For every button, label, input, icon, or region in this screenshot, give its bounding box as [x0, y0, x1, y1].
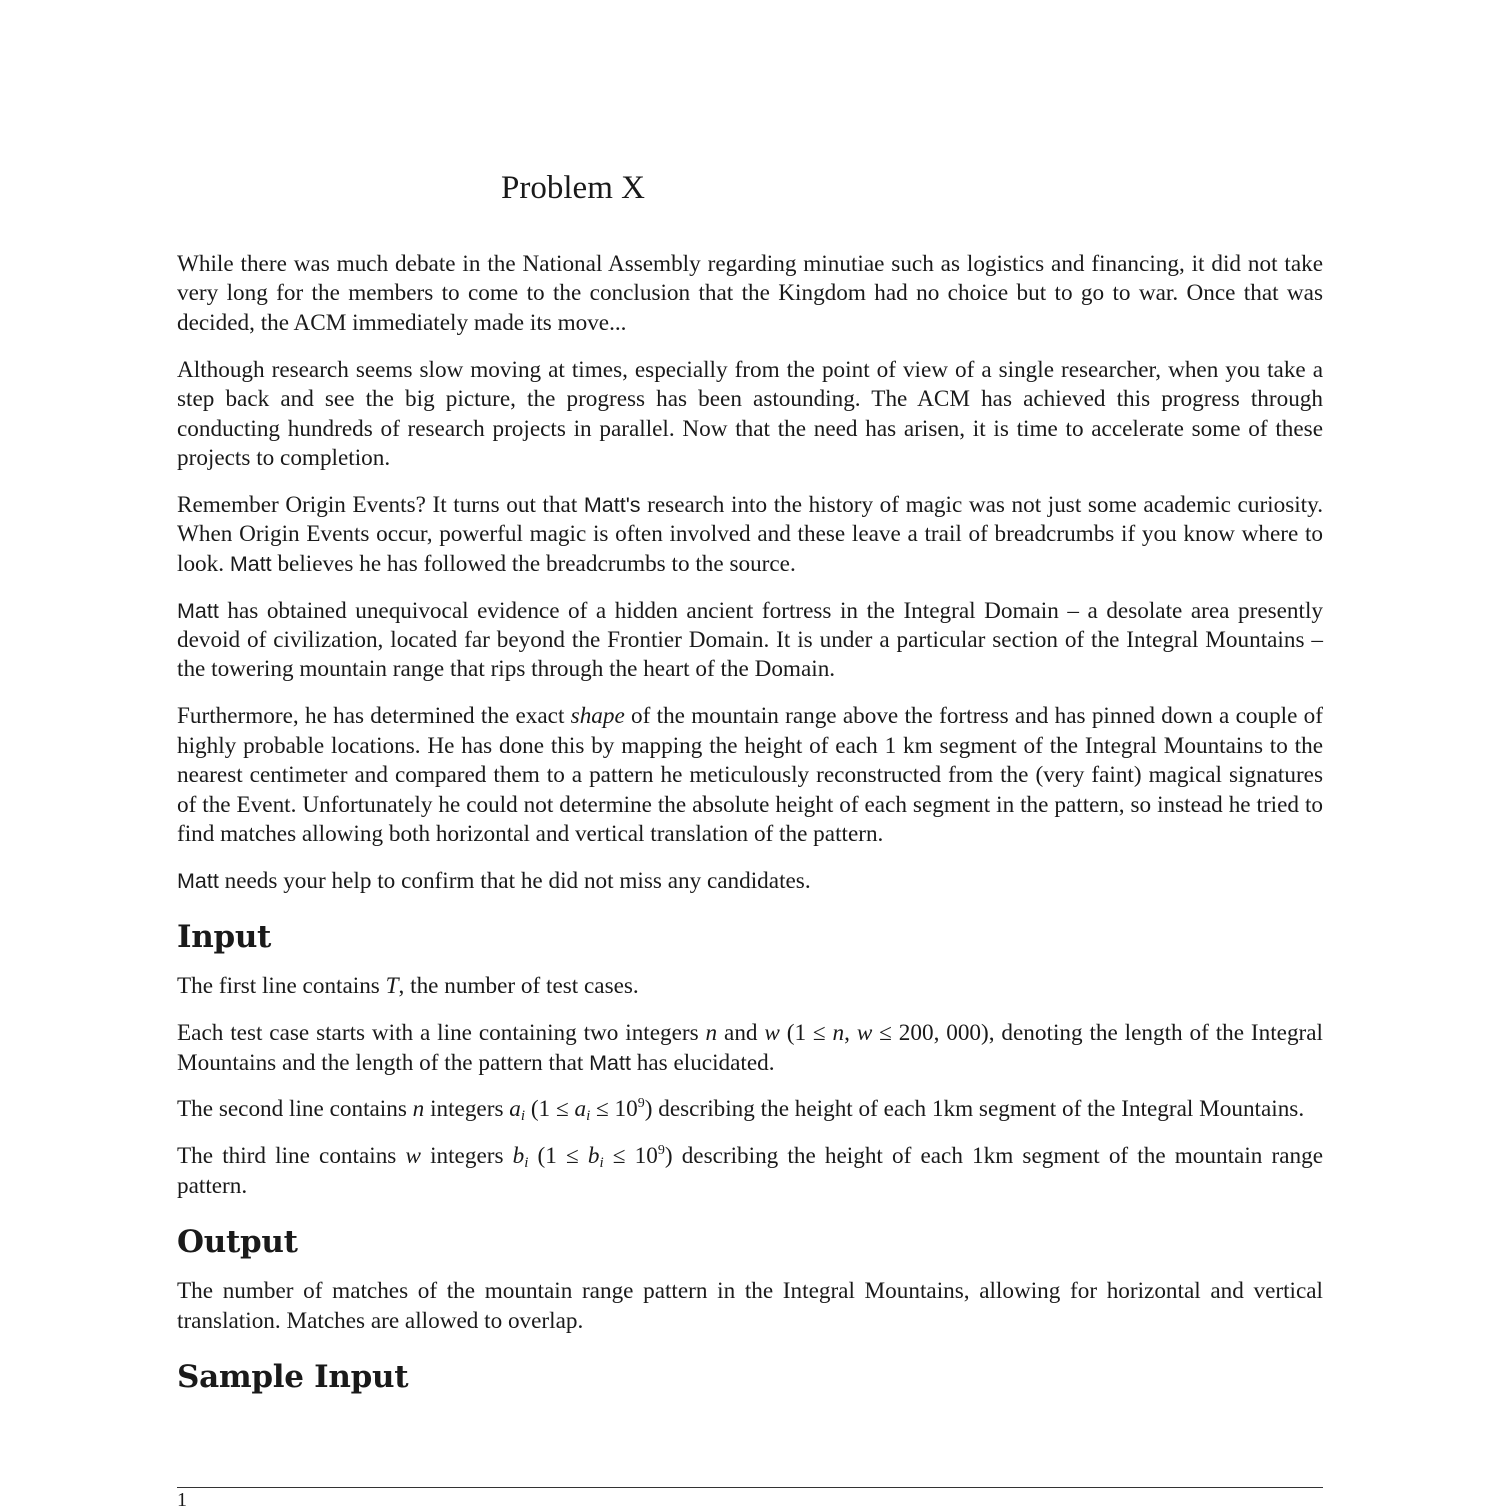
emphasis-shape: shape	[570, 703, 625, 730]
math-subscript: i	[599, 1155, 604, 1172]
math-var: n	[412, 1096, 425, 1123]
text-fragment: integers	[424, 1096, 510, 1123]
text-fragment: Remember Origin Events? It turns out that	[177, 491, 584, 518]
text-fragment: , the number of test cases.	[398, 973, 639, 1000]
math-var: n	[705, 1020, 718, 1047]
text-fragment: believes he has followed the breadcrumbs to the source.	[271, 550, 796, 577]
math-var: w	[764, 1020, 780, 1047]
text-fragment: ) describing the height of each 1km segment of the mountain range pattern.	[177, 1143, 1323, 1199]
heading-output: Output	[177, 1224, 298, 1261]
math-var: w	[856, 1020, 873, 1047]
text-fragment: (1 ≤	[525, 1096, 575, 1123]
text-fragment: Each test case starts with a line containing two integers	[177, 1020, 706, 1047]
text-fragment: The second line contains	[177, 1096, 413, 1123]
paragraph-research: Although research seems slow moving at times, especially from the point of view of a single researcher, when you take a step back and see the big picture, the progress has been astounding. The ACM has achieved this progress through conducting hundreds of research projects in parallel. Now that the need has arisen, it is time to accelerate some of these projects to completion.	[177, 356, 1323, 471]
name-matt: Matt	[177, 598, 219, 623]
heading-sample-input: Sample Input	[177, 1358, 409, 1395]
input-line-1	[177, 972, 1323, 1001]
paragraph-help	[177, 867, 1323, 896]
text-fragment: integers	[420, 1143, 513, 1170]
name-matt: Matt	[229, 551, 272, 576]
text-fragment: (1 ≤	[528, 1143, 588, 1170]
sample-box-top-rule	[177, 1487, 1323, 1488]
paragraph-origin-events	[177, 491, 1323, 579]
text-fragment: ≤ 10	[590, 1096, 638, 1123]
text-fragment: needs your help to confirm that he did not miss any candidates.	[218, 867, 811, 894]
text-fragment: ≤ 10	[603, 1143, 658, 1170]
math-exponent: 9	[637, 1096, 645, 1112]
math-var: T	[385, 973, 399, 1000]
page-title: Problem X	[501, 170, 645, 206]
text-fragment: has obtained unequivocal evidence of a hidden ancient fortress in the Integral Domain – a desolate area presently devoid of civilization, located far beyond the Frontier Domain. It is under a particular section of the Integral Mountains – the towering mountain range that rips through the heart of the Domain.	[177, 597, 1323, 683]
output-description: The number of matches of the mountain range pattern in the Integral Mountains, allowing for horizontal and vertical translation. Matches are allowed to overlap.	[177, 1278, 1323, 1334]
math-var: a	[509, 1096, 521, 1123]
text-fragment: ) describing the height of each 1km segment of the Integral Mountains.	[644, 1096, 1305, 1123]
math-subscript: i	[586, 1108, 591, 1125]
text-fragment: Furthermore, he has determined the exact	[177, 703, 571, 730]
paragraph-fortress	[177, 597, 1323, 685]
input-line-2	[177, 1019, 1323, 1078]
heading-input: Input	[177, 919, 272, 956]
input-line-3	[177, 1095, 1323, 1124]
math-subscript: i	[520, 1108, 526, 1125]
text-fragment: (1 ≤	[779, 1020, 833, 1047]
sample-input-first-line: 1	[177, 1489, 187, 1511]
paragraph-intro: While there was much debate in the National Assembly regarding minutiae such as logistics and financing, it did not take very long for the members to come to the conclusion that the Kingdom had no choice but to go to war. Once that was decided, the ACM immediately made its move...	[177, 251, 1323, 336]
text-fragment: The third line contains	[177, 1143, 406, 1170]
text-fragment: and	[717, 1020, 765, 1047]
math-exponent: 9	[657, 1143, 665, 1159]
text-fragment: has elucidated.	[630, 1049, 775, 1076]
math-subscript: i	[524, 1155, 529, 1172]
paragraph-shape	[177, 702, 1323, 849]
text-fragment: The first line contains	[177, 973, 386, 1000]
math-var: w	[405, 1143, 421, 1170]
math-var: a	[574, 1096, 587, 1123]
name-matt: Matt	[589, 1050, 631, 1075]
name-matt: Matt's	[583, 492, 641, 517]
text-fragment: of the mountain range above the fortress and has pinned down a couple of highly probable locations. He has done this by mapping the height of each 1 km segment of the Integral Mountains to the nearest centimeter and compared them to a pattern he meticulously reconstructed from the (very faint) magical signatures of the Event. Unfortunately he could not determine the absolute height of each segment in the pattern, so instead he tried to find matches allowing both horizontal and vertical translation of the pattern.	[177, 703, 1323, 847]
text-fragment: research into the history of magic was not just some academic curiosity. When Origin Events occur, powerful magic is often involved and these leave a trail of breadcrumbs if you know where to look.	[177, 491, 1323, 577]
input-line-4	[177, 1142, 1323, 1201]
math-var: b	[587, 1143, 600, 1170]
text-fragment: ,	[844, 1020, 857, 1047]
name-matt: Matt	[177, 868, 219, 893]
text-fragment: ≤ 200, 000), denoting the length of the Integral Mountains and the length of the pattern that	[177, 1020, 1324, 1076]
problem-body	[177, 250, 1323, 1412]
math-var: b	[512, 1143, 525, 1170]
math-var: n	[832, 1020, 845, 1047]
